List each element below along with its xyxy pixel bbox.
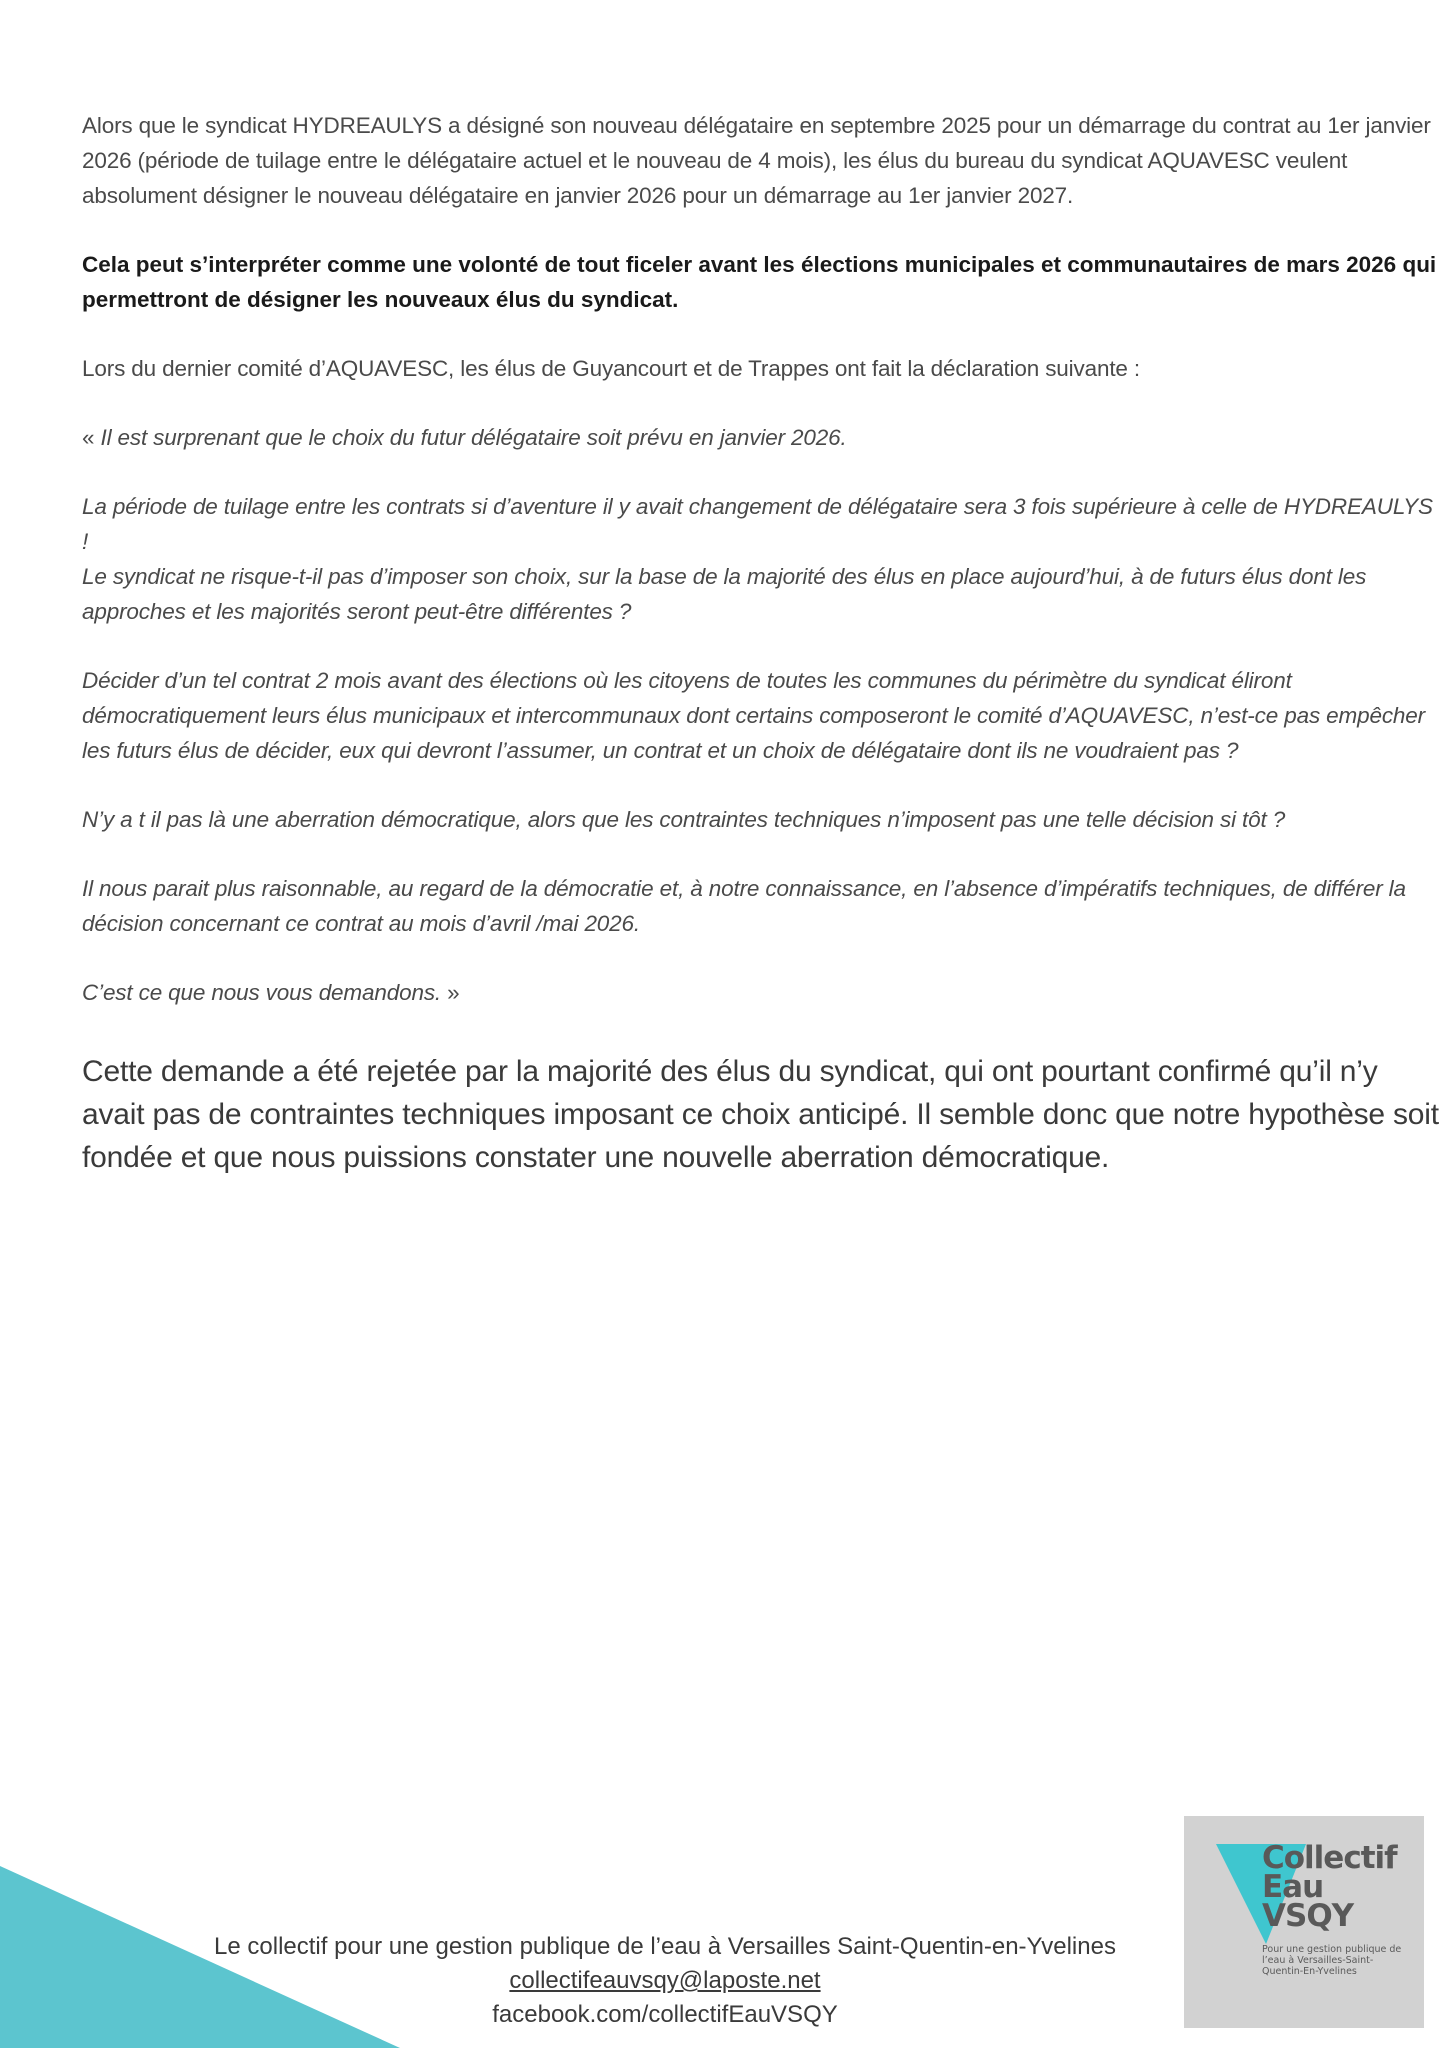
quote-open-mark: « (82, 425, 101, 450)
paragraph-intro: Alors que le syndicat HYDREAULYS a désigné son nouveau délégataire en septembre 2025 pour un démarrage du contrat au 1er janvier 2026 (période de tuilage entre le délégataire actuel et le nouveau de 4 mois), les élus du bureau du syndicat AQUAVESC veulent absolument désigner le nouveau délégataire en janvier 2026 pour un démarrage au 1er janvier 2027. (82, 113, 1431, 208)
paragraph-declaration-intro: Lors du dernier comité d’AQUAVESC, les élus de Guyancourt et de Trappes ont fait la déclaration suivante : (82, 356, 1141, 381)
collectif-logo (1184, 1816, 1424, 2028)
footer-tagline: Le collectif pour une gestion publique de l’eau à Versailles Saint-Quentin-en-Yvelines (214, 1933, 1116, 1960)
logo-line-collectif: Collectif (1262, 1840, 1397, 1876)
quote-close-mark: » (441, 980, 460, 1005)
logo-subtitle: Pour une gestion publique de l’eau à Versailles-Saint-Quentin-En-Yvelines (1262, 1944, 1402, 1977)
logo-line-eau: Eau (1262, 1869, 1324, 1905)
quote-line-1 (82, 420, 1442, 455)
quote-text-7: C’est ce que nous vous demandons. (82, 980, 442, 1005)
quote-line-7 (82, 975, 1442, 1010)
document-body (82, 108, 1442, 1179)
quote-line-3: Le syndicat ne risque-t-il pas d’imposer son choix, sur la base de la majorité des élus en place aujourd’hui, à de futurs élus dont les approches et les majorités seront peut-être différentes ? (82, 564, 1367, 624)
logo-line-vsqy: VSQY (1262, 1898, 1354, 1934)
quote-text-1: Il est surprenant que le choix du futur délégataire soit prévu en janvier 2026. (100, 425, 847, 450)
quote-line-2: La période de tuilage entre les contrats si d’aventure il y avait changement de délégataire sera 3 fois supérieure à celle de HYDREAULYS ! (82, 494, 1433, 554)
paragraph-conclusion: Cette demande a été rejetée par la majorité des élus du syndicat, qui ont pourtant confirmé qu’il n’y avait pas de contraintes techniques imposant ce choix anticipé. Il semble donc que notre hypothèse soit fondée et que nous puissions constater une nouvelle aberration démocratique. (82, 1055, 1439, 1174)
logo-title (1262, 1840, 1397, 1934)
quote-line-4: Décider d’un tel contrat 2 mois avant des élections où les citoyens de toutes les communes du périmètre du syndicat éliront démocratiquement leurs élus municipaux et intercommunaux dont certains composeront le comité d’AQUAVESC, n’est-ce pas empêcher les futurs élus de décider, eux qui devront l’assumer, un contrat et un choix de délégataire dont ils ne voudraient pas ? (82, 668, 1425, 763)
quote-line-5: N’y a t il pas là une aberration démocratique, alors que les contraintes techniques n’imposent pas une telle décision si tôt ? (82, 807, 1286, 832)
footer (0, 1930, 1330, 2032)
paragraph-bold-statement: Cela peut s’interpréter comme une volonté de tout ficeler avant les élections municipales et communautaires de mars 2026 qui permettront de désigner les nouveaux élus du syndicat. (82, 252, 1437, 312)
footer-facebook[interactable]: facebook.com/collectifEauVSQY (492, 2001, 838, 2028)
quote-line-6: Il nous parait plus raisonnable, au regard de la démocratie et, à notre connaissance, en l’absence d’impératifs techniques, de différer la décision concernant ce contrat au mois d’avril /mai 2026. (82, 876, 1406, 936)
footer-email-link[interactable]: collectifeauvsqy@laposte.net (509, 1967, 821, 1994)
